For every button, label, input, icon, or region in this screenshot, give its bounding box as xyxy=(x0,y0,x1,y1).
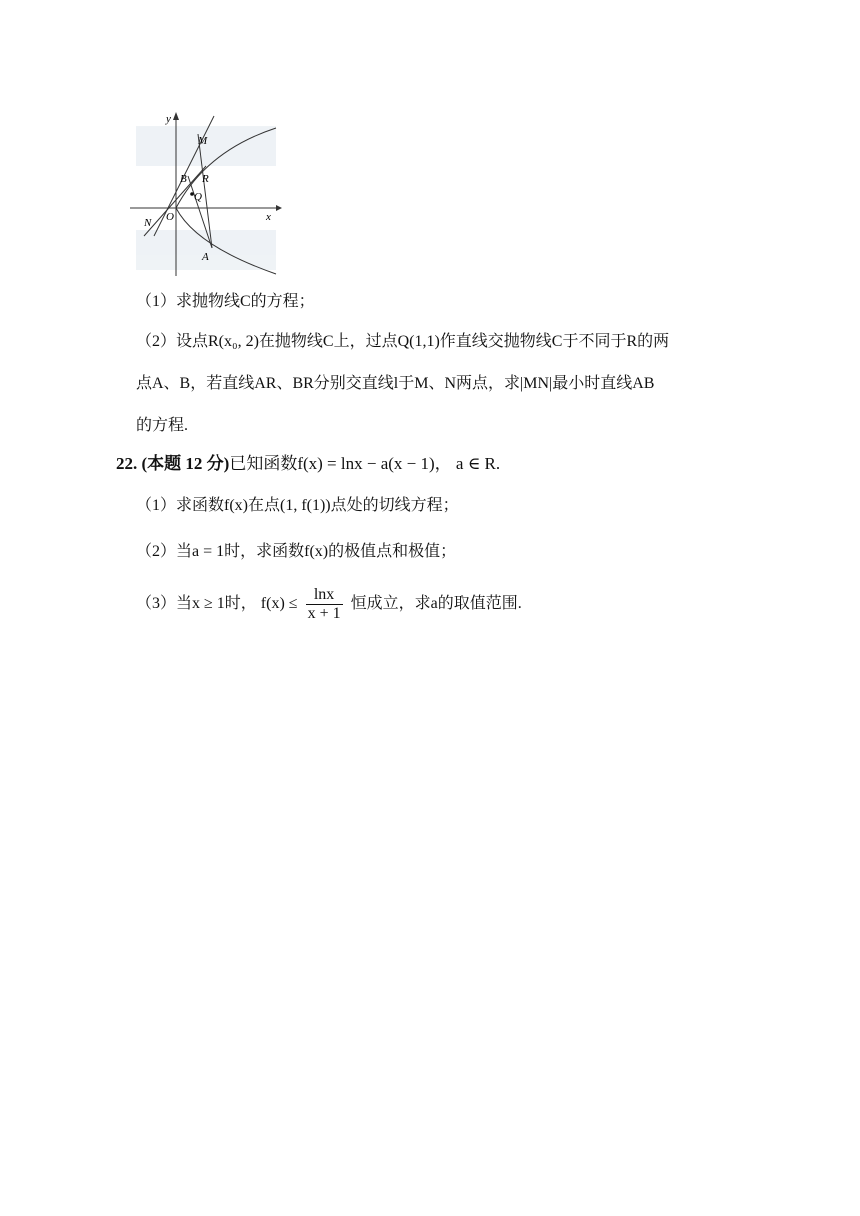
label-q: Q xyxy=(194,191,202,203)
p22-number: 22. xyxy=(116,454,138,473)
label-x: x xyxy=(266,211,271,223)
p22-part3 xyxy=(136,584,522,624)
p22-part3-fraction xyxy=(306,586,343,623)
p21-part2-line2: 点A、B，若直线AR、BR分别交直线l于M、N两点，求|MN|最小时直线AB xyxy=(136,375,655,392)
label-a: A xyxy=(202,251,209,263)
label-o: O xyxy=(166,211,174,223)
p21-part2-line3: 的方程. xyxy=(136,417,189,434)
p21-part1: （1）求抛物线C的方程； xyxy=(136,293,315,310)
fraction-denominator: x + 1 xyxy=(307,604,341,622)
label-r: R xyxy=(202,173,209,185)
parabola-figure xyxy=(126,106,282,280)
p21-part2-line1: （2）设点R(x₀, 2)在抛物线C上，过点Q(1,1)作直线交抛物线C于不同于R的两 xyxy=(136,333,670,350)
p22-part3-suffix: 恒成立，求a的取值范围. xyxy=(350,595,522,612)
label-y: y xyxy=(166,113,171,125)
label-n: N xyxy=(144,217,152,229)
p22-points: (本题 12 分) xyxy=(141,454,230,473)
p22-part2: （2）当a = 1时，求函数f(x)的极值点和极值； xyxy=(136,543,457,560)
label-m: M xyxy=(198,135,208,147)
label-b: B xyxy=(180,173,187,185)
fraction-numerator: lnx xyxy=(306,586,343,605)
p22-part3-prefix: （3）当x ≥ 1时， f(x) ≤ xyxy=(136,595,298,612)
p22-header xyxy=(116,452,500,476)
p22-part1: （1）求函数f(x)在点(1, f(1))点处的切线方程； xyxy=(136,497,459,514)
p22-stem: 已知函数f(x) = lnx − a(x − 1)， a ∈ R. xyxy=(229,454,501,473)
